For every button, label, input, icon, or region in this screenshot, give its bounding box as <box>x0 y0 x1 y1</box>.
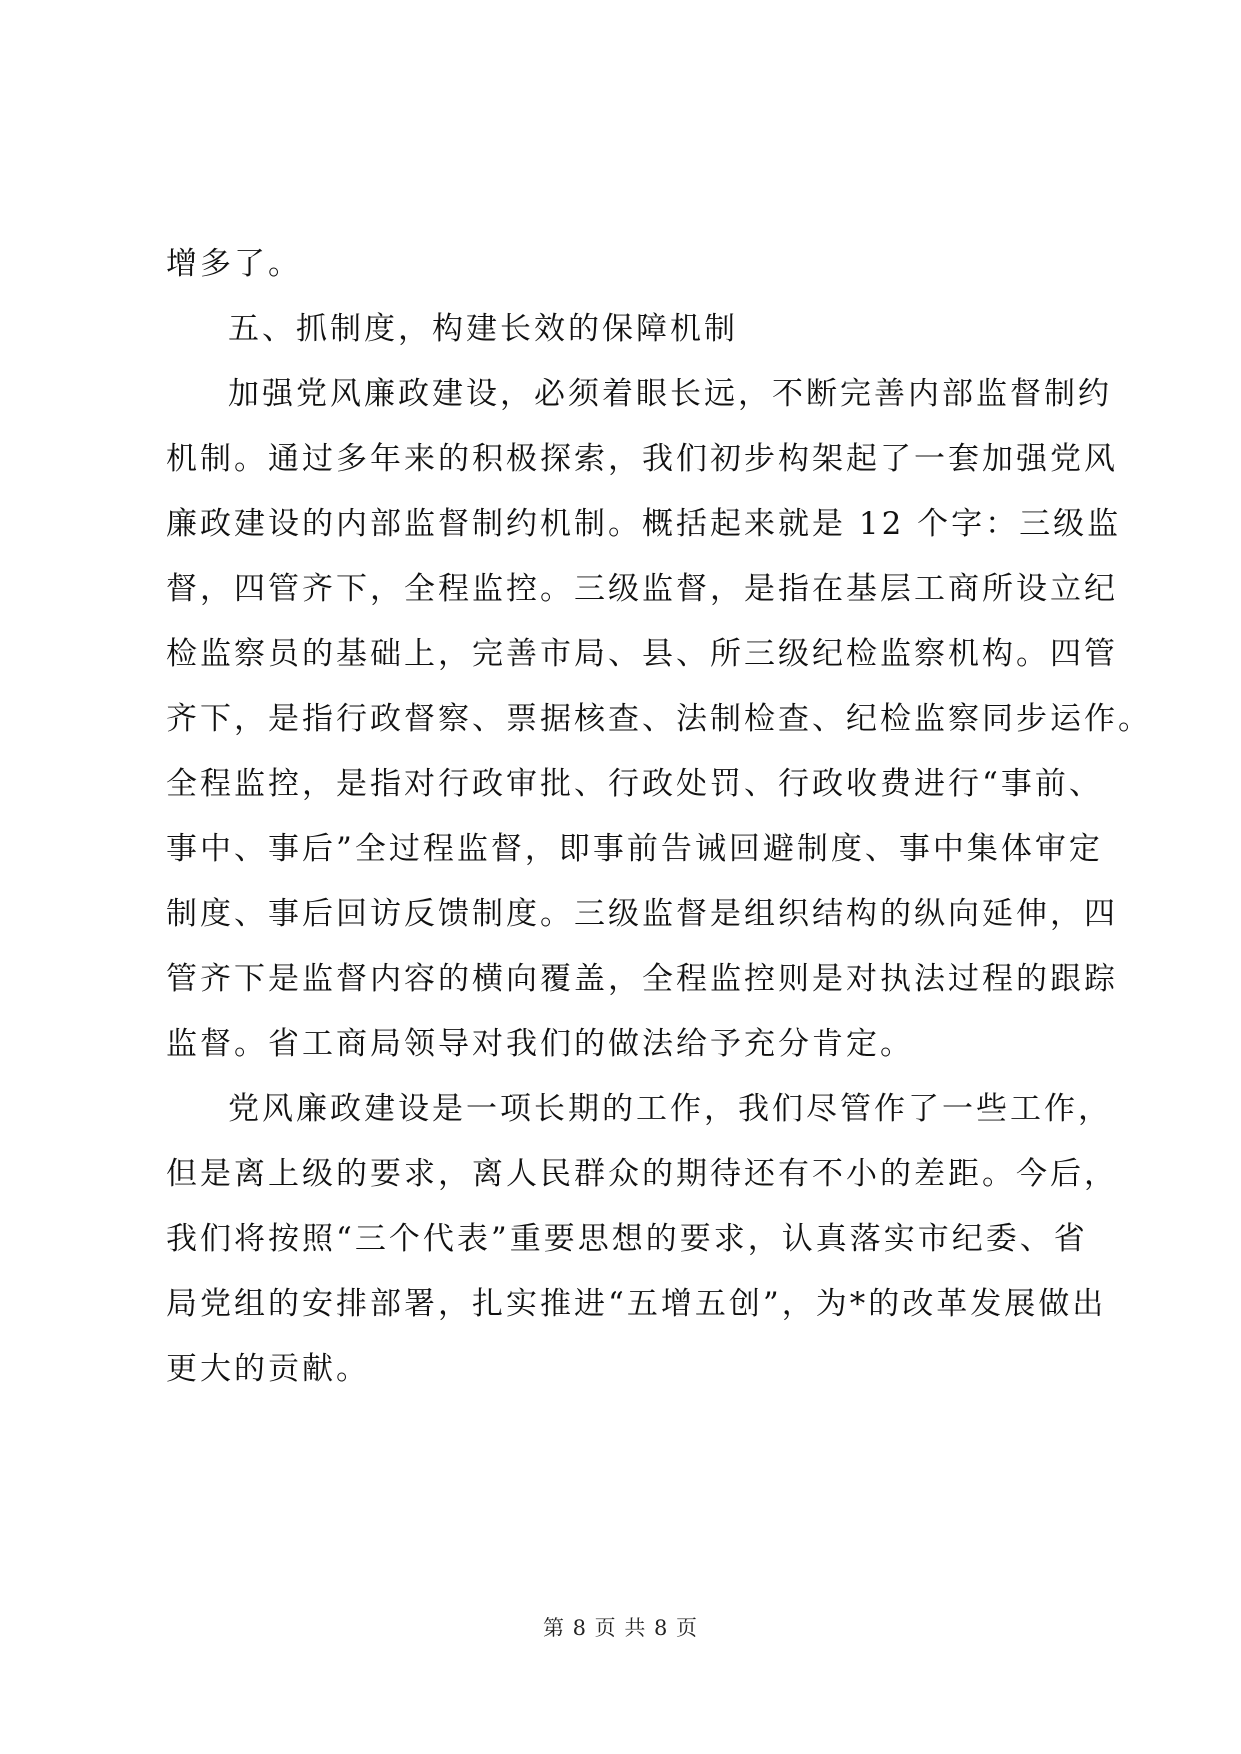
text-line: 制度、事后回访反馈制度。三级监督是组织结构的纵向延伸，四 <box>166 896 1118 932</box>
text-line: 检监察员的基础上，完善市局、县、所三级纪检监察机构。四管 <box>166 636 1118 672</box>
document-body <box>166 232 1152 1402</box>
paragraph <box>166 232 1090 297</box>
text-line: 党风廉政建设是一项长期的工作，我们尽管作了一些工作， <box>228 1091 1112 1127</box>
paragraph <box>166 1077 1118 1402</box>
text-line: 更大的贡献。 <box>166 1351 370 1387</box>
section-heading <box>166 297 1090 362</box>
text-line: 监督。省工商局领导对我们的做法给予充分肯定。 <box>166 1026 914 1062</box>
text-line: 管齐下是监督内容的横向覆盖，全程监控则是对执法过程的跟踪 <box>166 961 1118 997</box>
text-line: 增多了。 <box>166 246 302 282</box>
text-line: 但是离上级的要求，离人民群众的期待还有不小的差距。今后， <box>166 1156 1118 1192</box>
text-line: 局党组的安排部署，扎实推进“五增五创”，为*的改革发展做出 <box>166 1286 1107 1322</box>
text-line: 机制。通过多年来的积极探索，我们初步构架起了一套加强党风 <box>166 441 1118 477</box>
text-line: 加强党风廉政建设，必须着眼长远，不断完善内部监督制约 <box>228 376 1112 412</box>
text-line: 全程监控，是指对行政审批、行政处罚、行政收费进行“事前、 <box>166 766 1103 802</box>
text-line: 齐下，是指行政督察、票据核查、法制检查、纪检监察同步运作。 <box>166 701 1152 737</box>
page-number-footer: 第 8 页 共 8 页 <box>542 1616 699 1640</box>
text-line: 我们将按照“三个代表”重要思想的要求，认真落实市纪委、省 <box>166 1221 1088 1257</box>
text-line: 廉政建设的内部监督制约机制。概括起来就是 12 个字：三级监 <box>166 506 1122 542</box>
text-line: 五、抓制度，构建长效的保障机制 <box>228 311 738 347</box>
paragraph <box>166 362 1152 1077</box>
text-line: 事中、事后”全过程监督，即事前告诫回避制度、事中集体审定 <box>166 831 1103 867</box>
text-line: 督，四管齐下，全程监控。三级监督，是指在基层工商所设立纪 <box>166 571 1118 607</box>
